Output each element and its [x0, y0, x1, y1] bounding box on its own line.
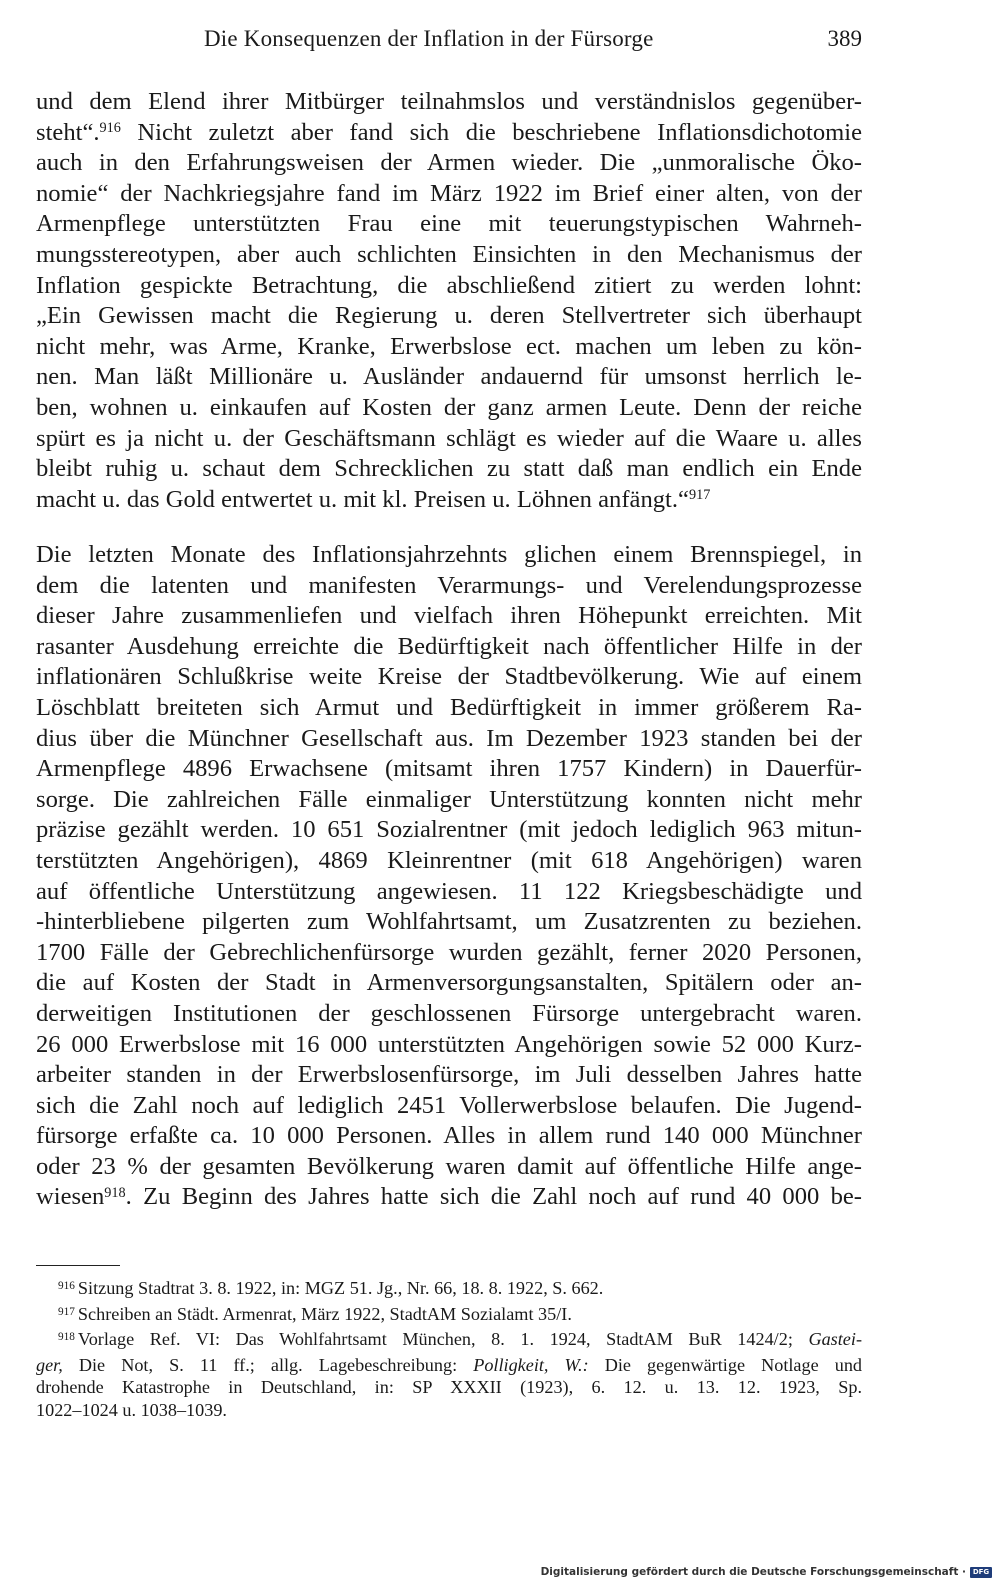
text-line: oder 23 % der gesamten Bevölkerung waren damit auf öffentliche Hilfe ange- — [36, 1152, 862, 1180]
text-line: rasanter Ausdehung erreichte die Bedürftigkeit nach öffentlicher Hilfe in der — [36, 632, 862, 660]
text-line: nomie“ der Nachkriegsjahre fand im März 1922 im Brief einer alten, von der — [36, 179, 862, 207]
paragraph-2 — [36, 540, 862, 1213]
text-line: 1700 Fälle der Gebrechlichenfürsorge wurden gezählt, ferner 2020 Personen, — [36, 938, 862, 966]
text-line: auch in den Erfahrungsweisen der Armen wieder. Die „unmoralische Öko- — [36, 149, 862, 177]
text-line: und dem Elend ihrer Mitbürger teilnahmslos und verständnislos gegenüber- — [36, 88, 862, 115]
footnote-line: 1022–1024 u. 1038–1039. — [36, 1399, 227, 1420]
footnote-ref-918[interactable]: 918 — [104, 1184, 126, 1201]
text-line: bleibt ruhig u. schaut dem Schrecklichen zu statt daß man endlich ein Ende — [36, 455, 862, 483]
page-number: 389 — [827, 26, 862, 51]
digitization-credit — [541, 1566, 992, 1578]
footnote-text: Schreiben an Städt. Armenrat, März 1922, StadtAM Sozialamt 35/I. — [77, 1303, 572, 1324]
text-line: mungsstereotypen, aber auch schlichten Einsichten in den Mechanismus der — [36, 240, 862, 268]
footnotes — [36, 1277, 862, 1422]
text-line: Inflation gespickte Betrachtung, die abschließend zitiert zu werden lohnt: — [36, 271, 862, 299]
footnote-number: 917 — [58, 1305, 75, 1318]
dfg-logo: DFG — [970, 1567, 992, 1578]
text-line: präzise gezählt werden. 10 651 Sozialrentner (mit jedoch lediglich 963 mitun- — [36, 816, 862, 844]
footnote-917 — [36, 1303, 862, 1329]
text-line: wiesen$^{918}$. Zu Beginn des Jahres hatte sich die Zahl noch auf rund 40 000 be- — [36, 1183, 862, 1211]
text-line: nicht mehr, was Arme, Kranke, Erwerbslose ect. machen um leben zu kön- — [36, 332, 862, 360]
footnote-line: ger, Die Not, S. 11 ff.; allg. Lagebeschreibung: Polligkeit, W.: Die gegenwärtige Notlage und — [36, 1354, 863, 1375]
text-line: derweitigen Institutionen der geschlossenen Fürsorge untergebracht waren. — [36, 999, 862, 1027]
credit-text: Digitalisierung gefördert durch die Deutsche Forschungsgemeinschaft · — [540, 1566, 966, 1578]
footnote-918 — [36, 1328, 862, 1421]
paragraph-1 — [36, 87, 862, 515]
text-line: dius über die Münchner Gesellschaft aus. Im Dezember 1923 standen bei der — [36, 724, 862, 752]
running-head: Die Konsequenzen der Inflation in der Fürsorge — [204, 26, 654, 51]
text-line: Armenpflege 4896 Erwachsene (mitsamt ihren 1757 Kindern) in Dauerfür- — [36, 755, 862, 783]
text-line: inflationären Schlußkrise weite Kreise der Stadtbevölkerung. Wie auf einem — [36, 663, 862, 691]
text-line: nen. Man läßt Millionäre u. Ausländer andauernd für umsonst herrlich le- — [36, 363, 862, 391]
text-line: sorge. Die zahlreichen Fälle einmaliger Unterstützung konnten nicht mehr — [36, 785, 862, 813]
text-line: 26 000 Erwerbslose mit 16 000 unterstützten Angehörigen sowie 52 000 Kurz- — [36, 1030, 862, 1058]
text-line: die auf Kosten der Stadt in Armenversorgungsanstalten, Spitälern oder an- — [36, 969, 862, 997]
text-line: Armenpflege unterstützten Frau eine mit teuerungstypischen Wahrneh- — [36, 210, 862, 238]
text-line: spürt es ja nicht u. der Geschäftsmann schlägt es wieder auf die Waare u. alles — [36, 424, 862, 452]
text-line: ben, wohnen u. einkaufen auf Kosten der ganz armen Leute. Denn der reiche — [36, 393, 862, 421]
footnote-number: 918 — [58, 1331, 75, 1344]
text-line: auf öffentliche Unterstützung angewiesen. 11 122 Kriegsbeschädigte und — [36, 877, 862, 905]
footnote-ref-917[interactable]: 917 — [688, 486, 711, 503]
text-line: sich die Zahl noch auf lediglich 2451 Vollerwerbslose belaufen. Die Jugend- — [36, 1091, 862, 1119]
text-line: Die letzten Monate des Inflationsjahrzehnts glichen einem Brennspiegel, in — [36, 541, 862, 568]
footnote-916 — [36, 1277, 862, 1303]
text-line: fürsorge erfaßte ca. 10 000 Personen. Alles in allem rund 140 000 Münchner — [36, 1122, 862, 1150]
footnote-divider — [36, 1265, 120, 1266]
footnote-line: drohende Katastrophe in Deutschland, in: SP XXXII (1923), 6. 12. u. 13. 12. 1923, Sp. — [36, 1377, 862, 1398]
footnote-number: 916 — [58, 1279, 75, 1292]
text-line: arbeiter standen in der Erwerbslosenfürsorge, im Juli desselben Jahres hatte — [36, 1061, 862, 1089]
text-line: dieser Jahre zusammenliefen und vielfach ihren Höhepunkt erreichten. Mit — [36, 602, 862, 630]
footnote-ref-916[interactable]: 916 — [99, 119, 121, 136]
text-line: Löschblatt breiteten sich Armut und Bedürftigkeit in immer größerem Ra- — [36, 693, 862, 721]
text-line: macht u. das Gold entwertet u. mit kl. Preisen u. Löhnen anfängt.“$^{917}$ — [36, 485, 711, 513]
text-line: „Ein Gewissen macht die Regierung u. deren Stellvertreter sich überhaupt — [36, 302, 862, 330]
text-line: dem die latenten und manifesten Verarmungs- und Verelendungsprozesse — [36, 571, 862, 599]
footnote-text: Sitzung Stadtrat 3. 8. 1922, in: MGZ 51. Jg., Nr. 66, 18. 8. 1922, S. 662. — [77, 1278, 604, 1298]
text-line: steht“.$^{916}$ Nicht zuletzt aber fand sich die beschriebene Inflationsdichotomie — [36, 118, 862, 146]
footnote-line: $^{918}$ Vorlage Ref. VI: Das Wohlfahrtsamt München, 8. 1. 1924, StadtAM BuR 1424/2; Gastei- — [58, 1329, 862, 1350]
text-line: terstützten Angehörigen), 4869 Kleinrentner (mit 618 Angehörigen) waren — [36, 846, 862, 874]
text-line: -hinterbliebene pilgerten zum Wohlfahrtsamt, um Zusatzrenten zu beziehen. — [36, 908, 862, 936]
page-header — [36, 26, 862, 56]
